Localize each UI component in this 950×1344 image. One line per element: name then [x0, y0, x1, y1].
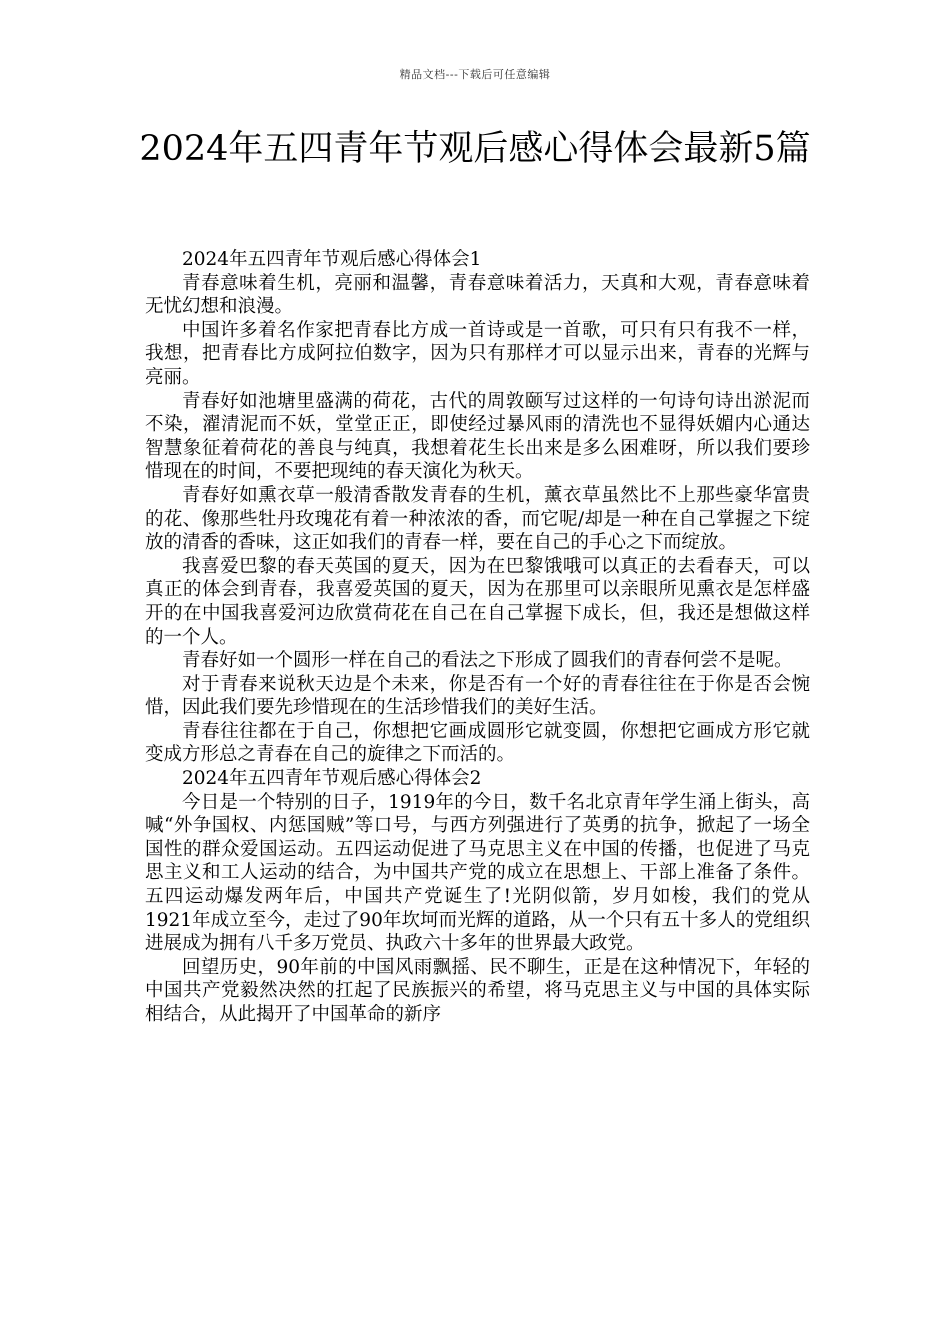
- document-body: [145, 248, 810, 1027]
- paragraph: 青春好如池塘里盛满的荷花，古代的周敦颐写过这样的一句诗句诗出淤泥而不染，濯清泥而不妖，堂堂正正，即使经过暴风雨的清洗也不显得妖媚内心通达智慧象征着荷花的善良与纯真，我想着花生长出来是多么困难呀，所以我们要珍惜现在的时间，不要把现纯的春天演化为秋天。: [145, 390, 810, 483]
- paragraph: 对于青春来说秋天边是个未来，你是否有一个好的青春往往在于你是否会惋惜，因此我们要先珍惜现在的生活珍惜我们的美好生活。: [145, 673, 810, 719]
- paragraph: 青春好如一个圆形一样在自己的看法之下形成了圆我们的青春何尝不是呢。: [182, 650, 793, 672]
- paragraph: 青春意味着生机，亮丽和温馨，青春意味着活力，天真和大观，青春意味着无忧幻想和浪漫。: [145, 272, 810, 318]
- header-note: 精品文档---下载后可任意编辑: [399, 68, 551, 81]
- section-heading-1: 2024年五四青年节观后感心得体会1: [182, 249, 482, 270]
- paragraph: 我喜爱巴黎的春天英国的夏天，因为在巴黎饿哦可以真正的去看春天，可以真正的体会到青春，我喜爱英国的夏天，因为在那里可以亲眼所见熏衣是怎样盛开的在中国我喜爱河边欣赏荷花在自己在自己掌握下成长，但，我还是想做这样的一个人。: [145, 555, 810, 648]
- paragraph: 今日是一个特别的日子，1919年的今日，数千名北京青年学生涌上街头，高喊“外争国权、内惩国贼”等口号，与西方列强进行了英勇的抗争，掀起了一场全国性的群众爱国运动。五四运动促进了马克思主义在中国的传播，也促进了马克思主义和工人运动的结合，为中国共产党的成立在思想上、干部上准备了条件。五四运动爆发两年后，中国共产党诞生了!光阴似箭，岁月如梭，我们的党从1921年成立至今，走过了90年坎坷而光辉的道路，从一个只有五十多人的党组织进展成为拥有八千多万党员、执政六十多年的世界最大政党。: [145, 791, 810, 955]
- paragraph: 回望历史，90年前的中国风雨飘摇、民不聊生，正是在这种情况下，年轻的中国共产党毅然决然的扛起了民族振兴的希望，将马克思主义与中国的具体实际相结合，从此揭开了中国革命的新序: [145, 956, 810, 1025]
- paragraph: 中国许多着名作家把青春比方成一首诗或是一首歌，可只有只有我不一样，我想，把青春比方成阿拉伯数字，因为只有那样才可以显示出来，青春的光辉与亮丽。: [145, 319, 810, 388]
- paragraph: 青春好如熏衣草一般清香散发青春的生机，薰衣草虽然比不上那些豪华富贵的花、像那些牡丹玫瑰花有着一种浓浓的香，而它呢/却是一种在自己掌握之下绽放的清香的香味，这正如我们的青春一样，要在自己的手心之下而绽放。: [145, 484, 810, 554]
- section-heading-2: 2024年五四青年节观后感心得体会2: [182, 768, 482, 790]
- document-title: 2024年五四青年节观后感心得体会最新5篇: [139, 129, 811, 169]
- paragraph: 青春往往都在于自己，你想把它画成圆形它就变圆，你想把它画成方形它就变成方形总之青春在自己的旋律之下而活的。: [145, 720, 810, 766]
